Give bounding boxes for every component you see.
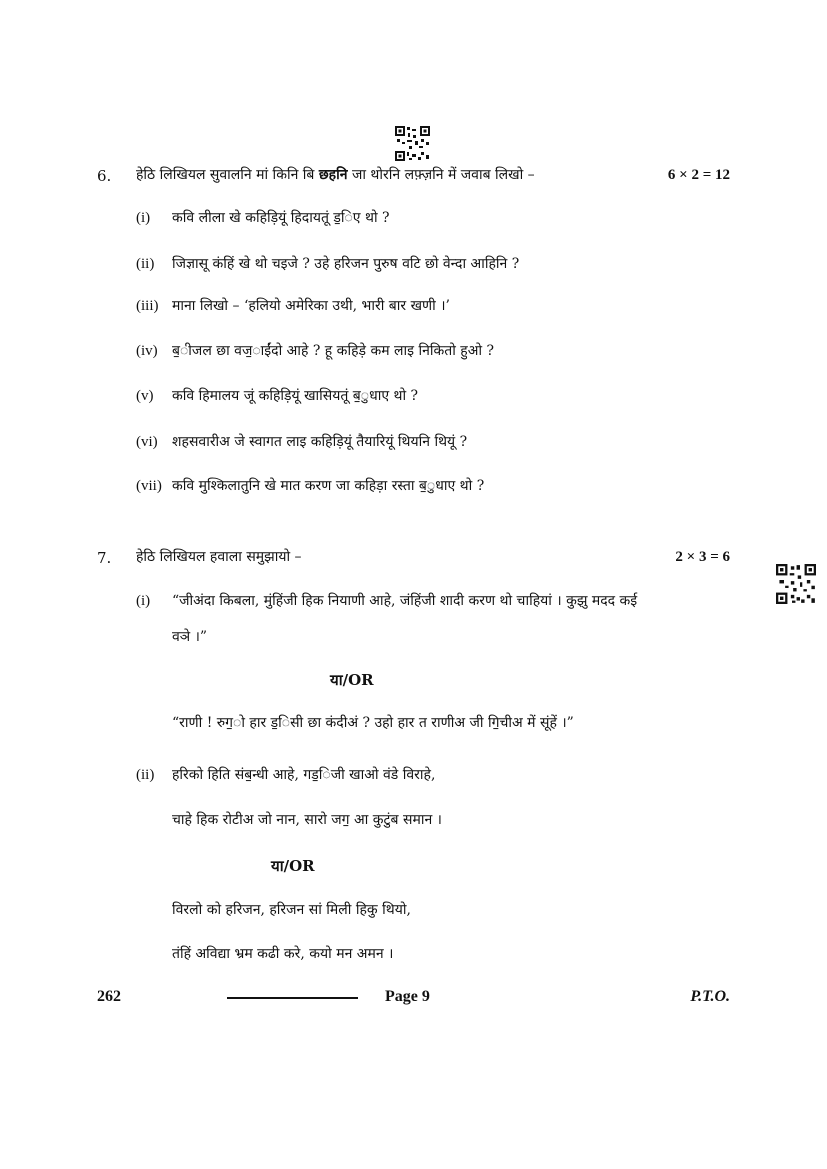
q6-item-2-text: जिज्ञासू कंहिं खे थो चइजे ? उहे हरिजन पुरुष वटि छो वेन्दा आहिनि ?: [172, 256, 520, 272]
footer-divider: [227, 997, 358, 999]
question-7-number: 7.: [97, 549, 112, 567]
q6-item-6-text: शहसवारीअ जे स्वागत लाइ कहिड़ियूं तैयारियूं थियनि थियूं ?: [172, 434, 468, 450]
question-6-prompt-bold: छहनि: [318, 167, 348, 183]
question-7-marks: 2 × 3 = 6: [675, 549, 730, 565]
question-7-prompt: हेठि लिखियल हवाला समुझायो –: [136, 549, 302, 565]
q6-item-6-number: (vi): [136, 434, 158, 450]
question-6-marks: 6 × 2 = 12: [667, 167, 730, 183]
q6-item-5-text: कवि हिमालय जूं कहिड़ियूं खासियतूं ब॒ुधाए थो ?: [172, 388, 419, 404]
q6-item-5-number: (v): [136, 388, 154, 404]
qr-code-side: [776, 564, 816, 604]
question-6-number: 6.: [97, 167, 112, 185]
q6-item-3-text: माना लिखो – ‘हलियो अमेरिका उथी, भारी बार खणी ।’: [172, 298, 451, 314]
q6-item-3-number: (iii): [136, 298, 159, 314]
q7-part-1-line-2: वञे ।”: [172, 629, 208, 645]
q7-part-2-number: (ii): [136, 767, 155, 783]
q6-item-4-text: ब॒ीजल छा वज॒ाईंदो आहे ? हू कहिड़े कम लाइ निकितो हुओ ?: [172, 343, 494, 359]
q7-part-2-line-2: चाहे हिक रोटीअ जो नान, सारो जग॒ आ कुटुंब समान ।: [172, 812, 442, 828]
q6-item-1-text: कवि लीला खे कहिड़ियूं हिदायतूं ड॒िए थो ?: [172, 210, 390, 226]
q7-part-2-alternative-line-1: विरलो को हरिजन, हरिजन सां मिली हिकु थियो,: [172, 902, 411, 918]
q6-item-7-number: (vii): [136, 478, 162, 494]
q7-part-2-line-1: हरिको हिति संब॒न्धी आहे, गड॒िजी खाओ वंडे विराहे,: [172, 767, 436, 783]
q7-part-1-alternative: “राणी ! रुग॒ो हार ड॒िसी छा कंदीअं ? उहो हार त राणीअ जी गि॒चीअ में सूंहें ।”: [172, 715, 574, 731]
question-6-prompt: [136, 166, 535, 184]
or-label-1: या/OR: [330, 671, 374, 689]
q7-part-2-alternative-line-2: तंहिं अविद्या भ्रम कढी करे, कयो मन अमन ।: [172, 946, 394, 962]
q6-item-4-number: (iv): [136, 343, 158, 359]
paper-code: 262: [97, 988, 121, 1005]
q6-item-7-text: कवि मुश्किलातुनि खे मात करण जा कहिड़ा रस्ता ब॒ुधाए थो ?: [172, 478, 485, 494]
question-6-prompt-prefix: हेठि लिखियल सुवालनि मां किनि बि: [136, 167, 319, 183]
q6-item-2-number: (ii): [136, 256, 155, 272]
qr-code-top: [395, 126, 430, 161]
q7-part-1-line-1: “जीअंदा किबला, मुंहिंजी हिक नियाणी आहे, जंहिंजी शादी करण थो चाहियां । कुझु मदद कई: [172, 593, 638, 609]
page-number: Page 9: [385, 988, 430, 1005]
or-label-2: या/OR: [271, 857, 315, 875]
question-6-prompt-suffix: जा थोरनि लफ़्ज़नि में जवाब लिखो –: [347, 167, 535, 183]
q7-part-1-number: (i): [136, 593, 151, 609]
q6-item-1-number: (i): [136, 210, 151, 226]
please-turn-over: P.T.O.: [690, 988, 730, 1005]
